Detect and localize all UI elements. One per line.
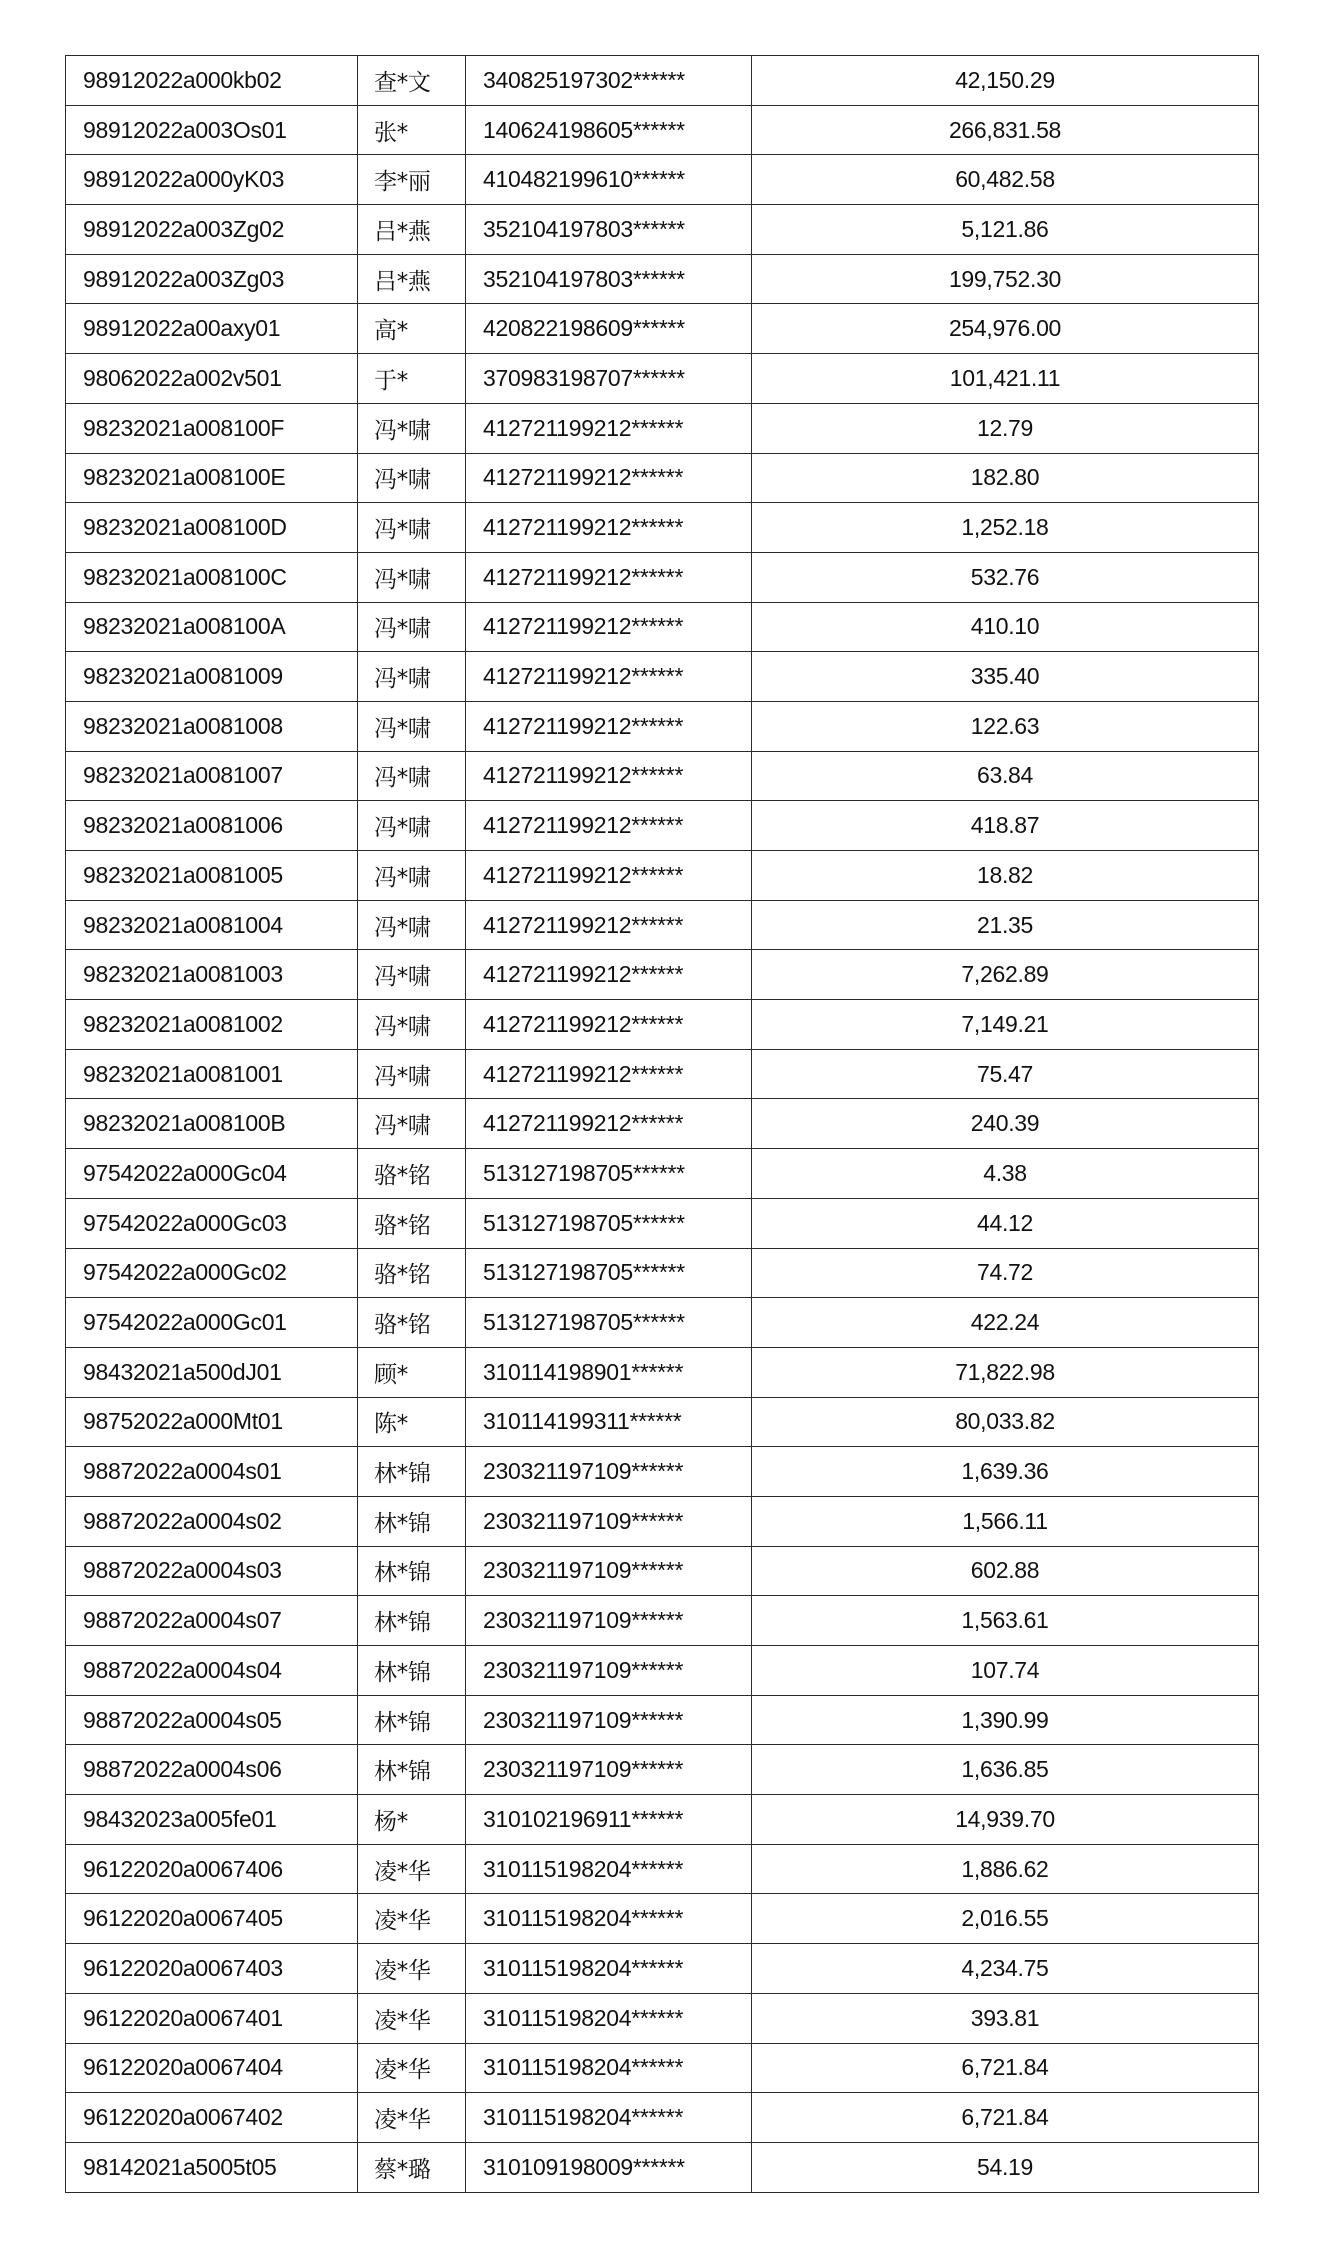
id-number-cell: 230321197109****** [466, 1596, 752, 1646]
table-row [66, 1149, 1259, 1199]
amount-cell: 2,016.55 [752, 1894, 1259, 1944]
amount-cell: 1,390.99 [752, 1695, 1259, 1745]
account-id-cell: 98872022a0004s04 [66, 1646, 358, 1696]
amount-cell: 266,831.58 [752, 105, 1259, 155]
amount-cell: 21.35 [752, 900, 1259, 950]
name-cell: 查*文 [358, 56, 466, 106]
id-number-cell: 310102196911****** [466, 1795, 752, 1845]
id-number-cell: 412721199212****** [466, 602, 752, 652]
name-cell: 李*丽 [358, 155, 466, 205]
account-id-cell: 98232021a008100A [66, 602, 358, 652]
account-id-cell: 98062022a002v501 [66, 354, 358, 404]
table-row [66, 801, 1259, 851]
amount-cell: 1,636.85 [752, 1745, 1259, 1795]
table-row [66, 2093, 1259, 2143]
amount-cell: 393.81 [752, 1993, 1259, 2043]
account-id-cell: 98872022a0004s01 [66, 1447, 358, 1497]
name-cell: 凌*华 [358, 1844, 466, 1894]
id-number-cell: 230321197109****** [466, 1745, 752, 1795]
account-id-cell: 98912022a003Zg02 [66, 205, 358, 255]
amount-cell: 71,822.98 [752, 1347, 1259, 1397]
id-number-cell: 352104197803****** [466, 205, 752, 255]
name-cell: 于* [358, 354, 466, 404]
account-id-cell: 98872022a0004s07 [66, 1596, 358, 1646]
name-cell: 林*锦 [358, 1447, 466, 1497]
id-number-cell: 230321197109****** [466, 1447, 752, 1497]
id-number-cell: 513127198705****** [466, 1248, 752, 1298]
name-cell: 凌*华 [358, 1894, 466, 1944]
name-cell: 林*锦 [358, 1596, 466, 1646]
table-row [66, 851, 1259, 901]
table-row [66, 1248, 1259, 1298]
name-cell: 林*锦 [358, 1496, 466, 1546]
table-row [66, 254, 1259, 304]
table-row [66, 950, 1259, 1000]
account-id-cell: 98232021a0081006 [66, 801, 358, 851]
amount-cell: 7,149.21 [752, 1000, 1259, 1050]
id-number-cell: 412721199212****** [466, 1049, 752, 1099]
name-cell: 冯*啸 [358, 900, 466, 950]
account-id-cell: 97542022a000Gc03 [66, 1198, 358, 1248]
account-id-cell: 97542022a000Gc04 [66, 1149, 358, 1199]
name-cell: 张* [358, 105, 466, 155]
id-number-cell: 310115198204****** [466, 2043, 752, 2093]
id-number-cell: 230321197109****** [466, 1695, 752, 1745]
table-row [66, 1745, 1259, 1795]
table-row [66, 652, 1259, 702]
id-number-cell: 370983198707****** [466, 354, 752, 404]
amount-cell: 80,033.82 [752, 1397, 1259, 1447]
name-cell: 杨* [358, 1795, 466, 1845]
name-cell: 冯*啸 [358, 453, 466, 503]
table-row [66, 602, 1259, 652]
name-cell: 吕*燕 [358, 205, 466, 255]
name-cell: 冯*啸 [358, 950, 466, 1000]
account-id-cell: 98432021a500dJ01 [66, 1347, 358, 1397]
id-number-cell: 412721199212****** [466, 453, 752, 503]
id-number-cell: 412721199212****** [466, 950, 752, 1000]
table-row [66, 1049, 1259, 1099]
id-number-cell: 513127198705****** [466, 1298, 752, 1348]
name-cell: 冯*啸 [358, 552, 466, 602]
account-id-cell: 98232021a0081004 [66, 900, 358, 950]
amount-cell: 42,150.29 [752, 56, 1259, 106]
id-number-cell: 412721199212****** [466, 403, 752, 453]
name-cell: 凌*华 [358, 1944, 466, 1994]
table-row [66, 403, 1259, 453]
id-number-cell: 412721199212****** [466, 1099, 752, 1149]
amount-cell: 14,939.70 [752, 1795, 1259, 1845]
account-id-cell: 98232021a0081001 [66, 1049, 358, 1099]
amount-cell: 4,234.75 [752, 1944, 1259, 1994]
account-id-cell: 98872022a0004s02 [66, 1496, 358, 1546]
id-number-cell: 513127198705****** [466, 1149, 752, 1199]
name-cell: 林*锦 [358, 1546, 466, 1596]
id-number-cell: 412721199212****** [466, 652, 752, 702]
id-number-cell: 412721199212****** [466, 900, 752, 950]
table-row [66, 2142, 1259, 2192]
amount-cell: 422.24 [752, 1298, 1259, 1348]
name-cell: 凌*华 [358, 2093, 466, 2143]
table-row [66, 503, 1259, 553]
table-row [66, 304, 1259, 354]
name-cell: 林*锦 [358, 1745, 466, 1795]
id-number-cell: 310114198901****** [466, 1347, 752, 1397]
name-cell: 冯*啸 [358, 652, 466, 702]
name-cell: 骆*铭 [358, 1298, 466, 1348]
amount-cell: 122.63 [752, 701, 1259, 751]
amount-cell: 5,121.86 [752, 205, 1259, 255]
account-id-cell: 98232021a008100B [66, 1099, 358, 1149]
table-row [66, 751, 1259, 801]
account-id-cell: 98232021a008100E [66, 453, 358, 503]
id-number-cell: 412721199212****** [466, 751, 752, 801]
table-row [66, 1944, 1259, 1994]
name-cell: 陈* [358, 1397, 466, 1447]
account-id-cell: 98232021a0081002 [66, 1000, 358, 1050]
table-row [66, 1844, 1259, 1894]
id-number-cell: 230321197109****** [466, 1496, 752, 1546]
table-row [66, 354, 1259, 404]
amount-cell: 602.88 [752, 1546, 1259, 1596]
amount-cell: 6,721.84 [752, 2093, 1259, 2143]
amount-cell: 60,482.58 [752, 155, 1259, 205]
id-number-cell: 310109198009****** [466, 2142, 752, 2192]
table-row [66, 1646, 1259, 1696]
id-number-cell: 410482199610****** [466, 155, 752, 205]
name-cell: 冯*啸 [358, 602, 466, 652]
name-cell: 冯*啸 [358, 701, 466, 751]
table-row [66, 1695, 1259, 1745]
amount-cell: 18.82 [752, 851, 1259, 901]
name-cell: 骆*铭 [358, 1149, 466, 1199]
amount-cell: 4.38 [752, 1149, 1259, 1199]
name-cell: 冯*啸 [358, 751, 466, 801]
name-cell: 冯*啸 [358, 1000, 466, 1050]
id-number-cell: 412721199212****** [466, 503, 752, 553]
table-row [66, 453, 1259, 503]
account-id-cell: 98232021a0081003 [66, 950, 358, 1000]
name-cell: 冯*啸 [358, 503, 466, 553]
table-row [66, 1546, 1259, 1596]
table-row [66, 1099, 1259, 1149]
table-row [66, 2043, 1259, 2093]
table-row [66, 56, 1259, 106]
id-number-cell: 412721199212****** [466, 851, 752, 901]
account-id-cell: 96122020a0067406 [66, 1844, 358, 1894]
account-id-cell: 98232021a008100D [66, 503, 358, 553]
amount-cell: 1,563.61 [752, 1596, 1259, 1646]
amount-cell: 44.12 [752, 1198, 1259, 1248]
amount-cell: 418.87 [752, 801, 1259, 851]
id-number-cell: 230321197109****** [466, 1646, 752, 1696]
name-cell: 高* [358, 304, 466, 354]
name-cell: 林*锦 [358, 1646, 466, 1696]
id-number-cell: 420822198609****** [466, 304, 752, 354]
account-id-cell: 98912022a003Zg03 [66, 254, 358, 304]
table-row [66, 1993, 1259, 2043]
id-number-cell: 230321197109****** [466, 1546, 752, 1596]
name-cell: 骆*铭 [358, 1198, 466, 1248]
amount-cell: 1,639.36 [752, 1447, 1259, 1497]
account-id-cell: 98872022a0004s03 [66, 1546, 358, 1596]
account-id-cell: 96122020a0067402 [66, 2093, 358, 2143]
amount-cell: 1,886.62 [752, 1844, 1259, 1894]
name-cell: 凌*华 [358, 1993, 466, 2043]
id-number-cell: 310115198204****** [466, 1944, 752, 1994]
account-id-cell: 98912022a00axy01 [66, 304, 358, 354]
amount-cell: 7,262.89 [752, 950, 1259, 1000]
amount-cell: 101,421.11 [752, 354, 1259, 404]
amount-cell: 532.76 [752, 552, 1259, 602]
table-row [66, 1894, 1259, 1944]
table-row [66, 1397, 1259, 1447]
name-cell: 冯*啸 [358, 1049, 466, 1099]
name-cell: 冯*啸 [358, 403, 466, 453]
amount-cell: 74.72 [752, 1248, 1259, 1298]
amount-cell: 335.40 [752, 652, 1259, 702]
id-number-cell: 310115198204****** [466, 1894, 752, 1944]
table-row [66, 1198, 1259, 1248]
table-row [66, 1795, 1259, 1845]
amount-cell: 107.74 [752, 1646, 1259, 1696]
account-id-cell: 98872022a0004s05 [66, 1695, 358, 1745]
table-row [66, 1596, 1259, 1646]
id-number-cell: 352104197803****** [466, 254, 752, 304]
name-cell: 吕*燕 [358, 254, 466, 304]
name-cell: 冯*啸 [358, 801, 466, 851]
table-row [66, 1496, 1259, 1546]
amount-cell: 63.84 [752, 751, 1259, 801]
table-body [66, 56, 1259, 2193]
id-number-cell: 412721199212****** [466, 552, 752, 602]
account-id-cell: 98232021a008100F [66, 403, 358, 453]
amount-cell: 1,566.11 [752, 1496, 1259, 1546]
id-number-cell: 140624198605****** [466, 105, 752, 155]
account-id-cell: 98912022a000kb02 [66, 56, 358, 106]
table-row [66, 1000, 1259, 1050]
amount-cell: 1,252.18 [752, 503, 1259, 553]
account-id-cell: 96122020a0067401 [66, 1993, 358, 2043]
id-number-cell: 412721199212****** [466, 701, 752, 751]
account-id-cell: 98232021a0081007 [66, 751, 358, 801]
table-row [66, 552, 1259, 602]
table-row [66, 155, 1259, 205]
table-row [66, 105, 1259, 155]
name-cell: 冯*啸 [358, 1099, 466, 1149]
table-row [66, 205, 1259, 255]
account-id-cell: 96122020a0067403 [66, 1944, 358, 1994]
id-number-cell: 310115198204****** [466, 1844, 752, 1894]
id-number-cell: 412721199212****** [466, 1000, 752, 1050]
table-row [66, 900, 1259, 950]
account-id-cell: 98912022a000yK03 [66, 155, 358, 205]
account-id-cell: 98232021a0081005 [66, 851, 358, 901]
amount-cell: 182.80 [752, 453, 1259, 503]
data-table [65, 55, 1259, 2193]
amount-cell: 6,721.84 [752, 2043, 1259, 2093]
account-id-cell: 98752022a000Mt01 [66, 1397, 358, 1447]
account-id-cell: 98872022a0004s06 [66, 1745, 358, 1795]
id-number-cell: 310115198204****** [466, 2093, 752, 2143]
amount-cell: 254,976.00 [752, 304, 1259, 354]
id-number-cell: 340825197302****** [466, 56, 752, 106]
account-id-cell: 96122020a0067405 [66, 1894, 358, 1944]
id-number-cell: 310114199311****** [466, 1397, 752, 1447]
account-id-cell: 98142021a5005t05 [66, 2142, 358, 2192]
table-row [66, 701, 1259, 751]
id-number-cell: 412721199212****** [466, 801, 752, 851]
amount-cell: 240.39 [752, 1099, 1259, 1149]
account-id-cell: 97542022a000Gc01 [66, 1298, 358, 1348]
table-row [66, 1447, 1259, 1497]
account-id-cell: 98912022a003Os01 [66, 105, 358, 155]
id-number-cell: 513127198705****** [466, 1198, 752, 1248]
amount-cell: 199,752.30 [752, 254, 1259, 304]
account-id-cell: 98232021a0081009 [66, 652, 358, 702]
amount-cell: 54.19 [752, 2142, 1259, 2192]
name-cell: 顾* [358, 1347, 466, 1397]
account-id-cell: 96122020a0067404 [66, 2043, 358, 2093]
account-id-cell: 97542022a000Gc02 [66, 1248, 358, 1298]
id-number-cell: 310115198204****** [466, 1993, 752, 2043]
name-cell: 凌*华 [358, 2043, 466, 2093]
table-row [66, 1347, 1259, 1397]
amount-cell: 75.47 [752, 1049, 1259, 1099]
name-cell: 林*锦 [358, 1695, 466, 1745]
table-row [66, 1298, 1259, 1348]
account-id-cell: 98232021a008100C [66, 552, 358, 602]
name-cell: 冯*啸 [358, 851, 466, 901]
amount-cell: 12.79 [752, 403, 1259, 453]
account-id-cell: 98232021a0081008 [66, 701, 358, 751]
name-cell: 蔡*璐 [358, 2142, 466, 2192]
account-id-cell: 98432023a005fe01 [66, 1795, 358, 1845]
name-cell: 骆*铭 [358, 1248, 466, 1298]
amount-cell: 410.10 [752, 602, 1259, 652]
